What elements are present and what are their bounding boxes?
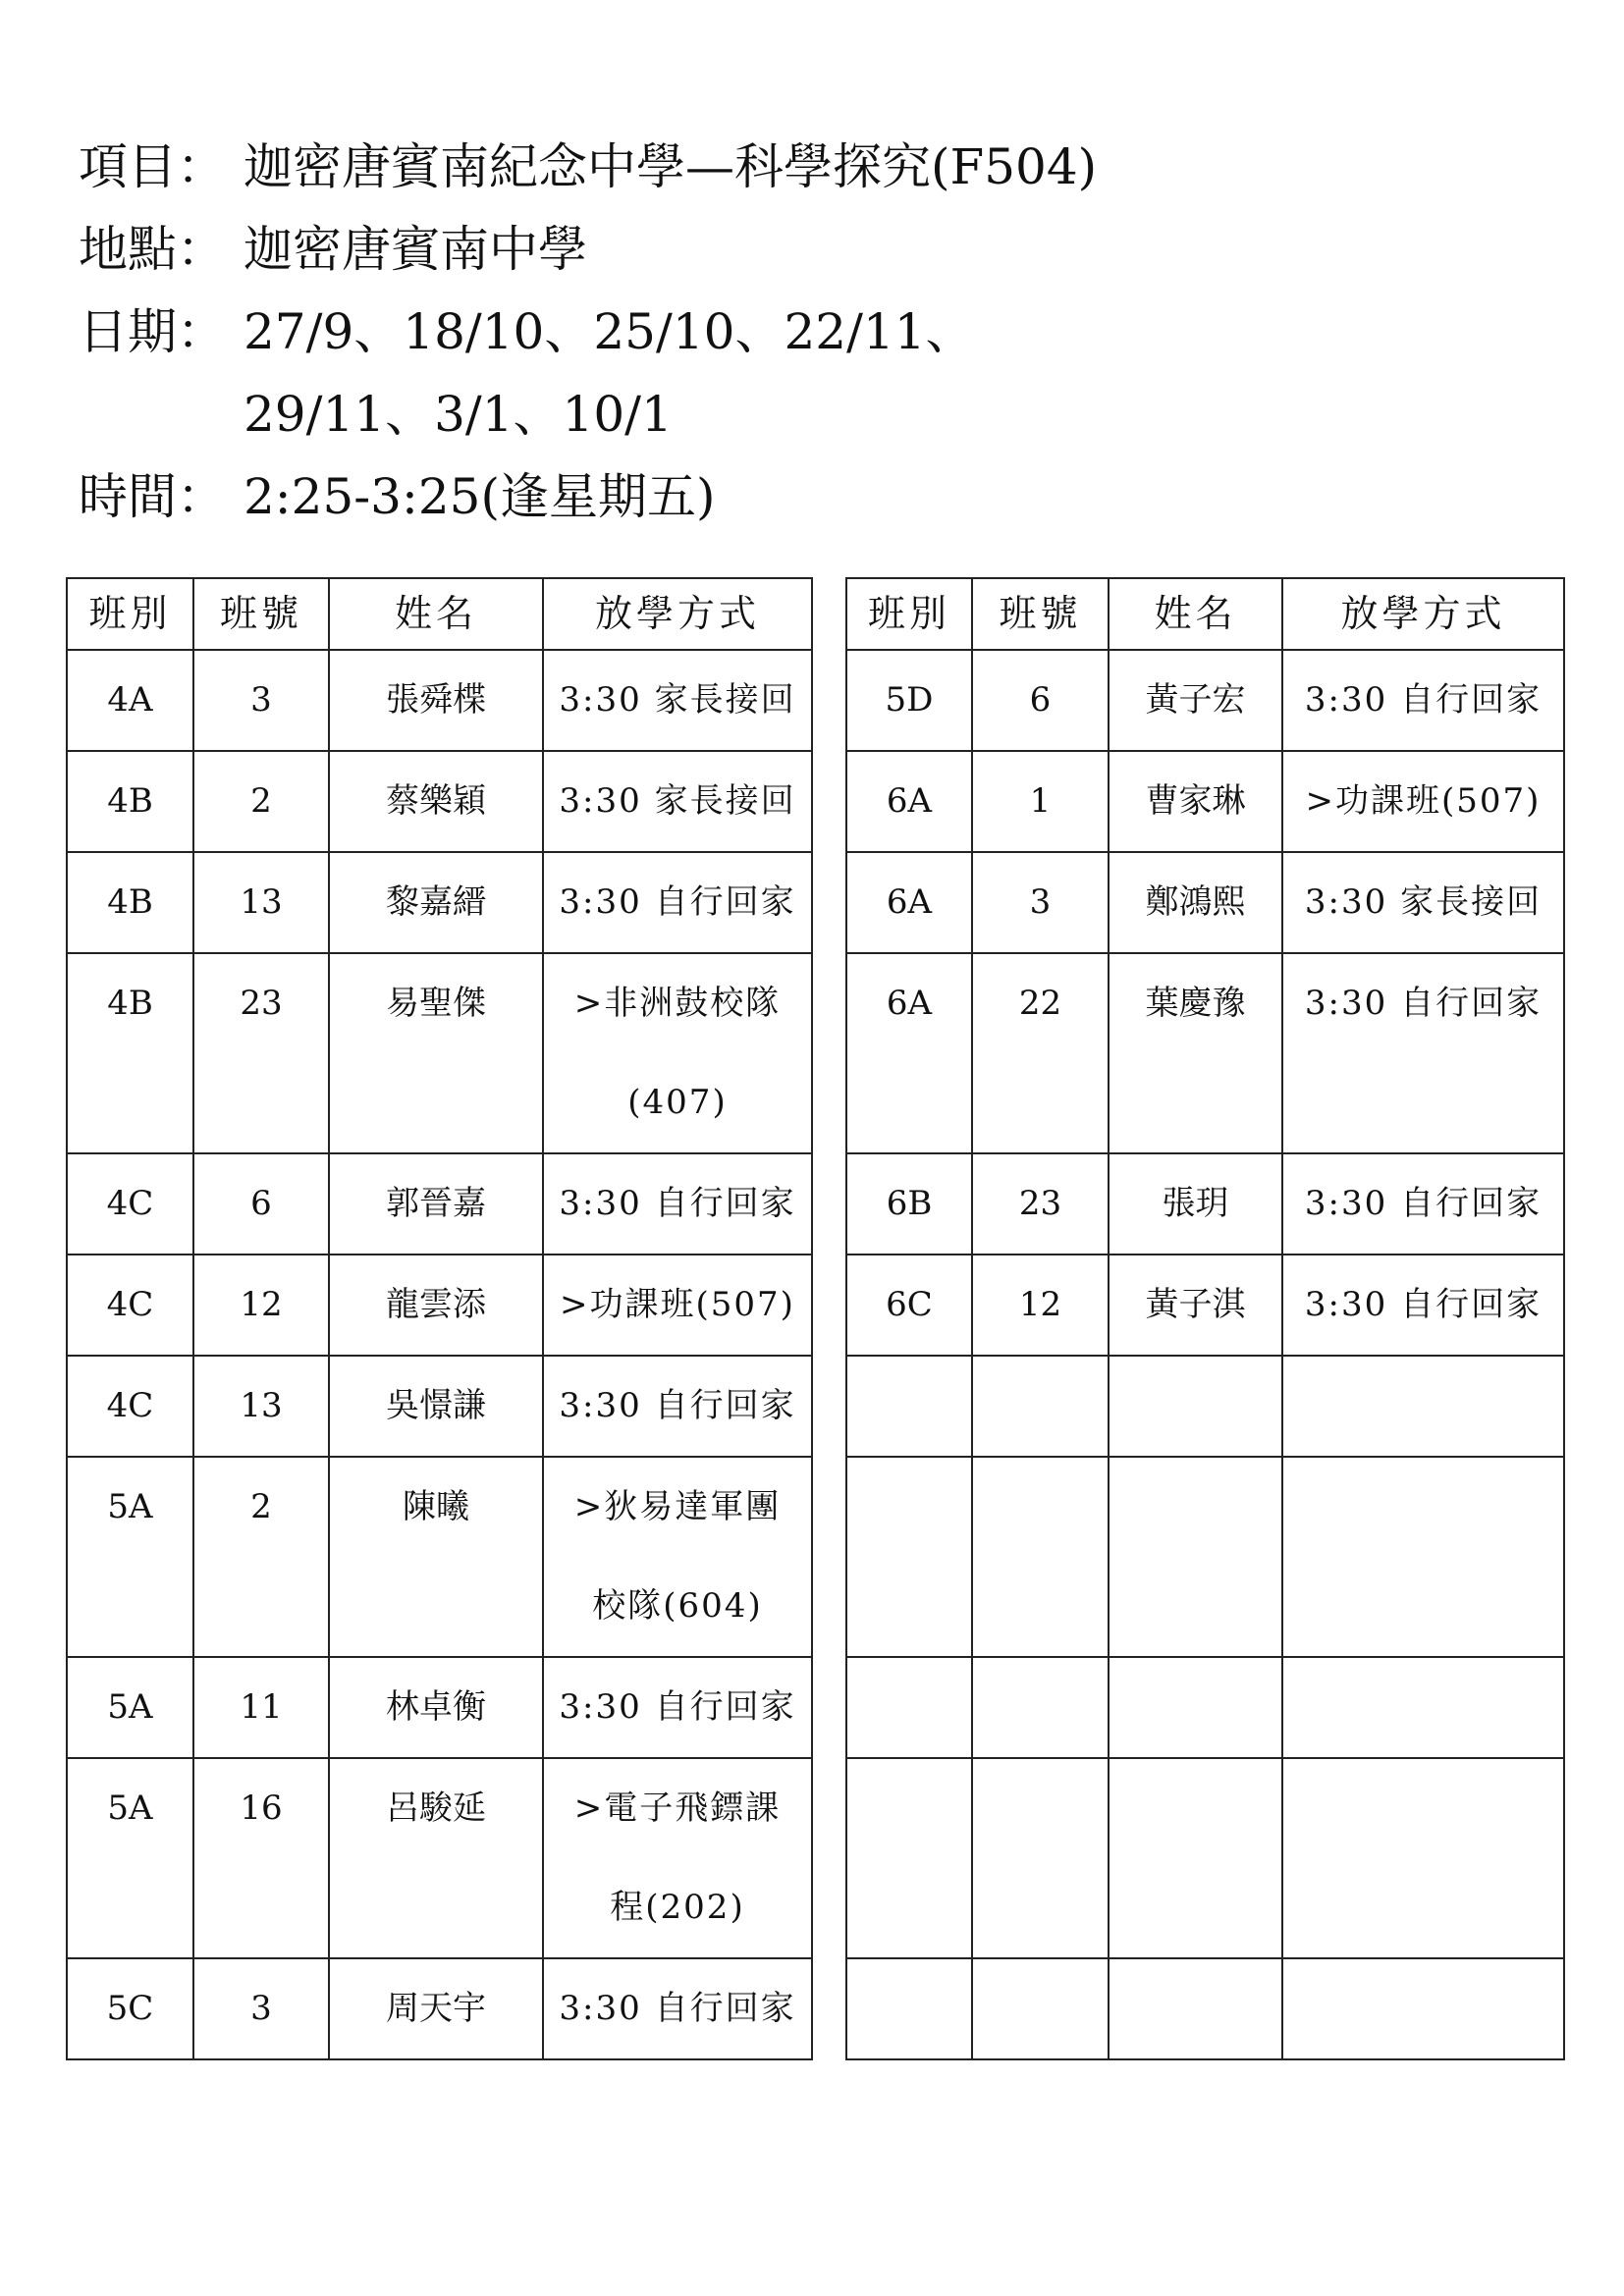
header-info <box>79 126 1097 538</box>
header-class: 班別 <box>846 578 972 650</box>
table-row <box>846 1153 1564 1255</box>
table-row <box>67 852 812 953</box>
number-cell: 3 <box>972 852 1109 953</box>
number-cell: 2 <box>193 1457 329 1657</box>
name-cell: 周天宇 <box>329 1958 543 2059</box>
dates-value-line2: 29/11、3/1、10/1 <box>244 386 673 443</box>
class-cell: 4B <box>67 953 193 1153</box>
project-value: 迦密唐賓南紀念中學—科學探究(F504) <box>244 138 1098 195</box>
class-cell: 5D <box>846 650 972 751</box>
class-cell: 5C <box>67 1958 193 2059</box>
number-cell: 6 <box>972 650 1109 751</box>
name-cell: 蔡樂穎 <box>329 751 543 852</box>
dates-value-line1: 27/9、18/10、25/10、22/11、 <box>244 303 975 360</box>
header-dismissal: 放學方式 <box>543 578 812 650</box>
header-dismissal: 放學方式 <box>1282 578 1564 650</box>
dismissal-cell: >功課班(507) <box>1282 751 1564 852</box>
dismissal-cell: 3:30 家長接回 <box>1282 852 1564 953</box>
class-cell: 4C <box>67 1356 193 1457</box>
table-header-row <box>846 578 1564 650</box>
name-cell: 張舜楪 <box>329 650 543 751</box>
dates-line <box>79 291 1097 373</box>
dismissal-cell: 3:30 自行回家 <box>543 1958 812 2059</box>
number-cell: 3 <box>193 650 329 751</box>
number-cell: 1 <box>972 751 1109 852</box>
number-cell: 13 <box>193 1356 329 1457</box>
location-label: 地點： <box>79 221 226 278</box>
table-row-empty <box>846 1958 1564 2059</box>
number-cell: 13 <box>193 852 329 953</box>
table-row <box>846 751 1564 852</box>
location-value: 迦密唐賓南中學 <box>244 221 587 278</box>
table-row <box>846 852 1564 953</box>
number-cell: 12 <box>193 1255 329 1356</box>
number-cell: 6 <box>193 1153 329 1255</box>
header-name: 姓名 <box>329 578 543 650</box>
name-cell: 黃子宏 <box>1109 650 1282 751</box>
time-line <box>79 455 1097 538</box>
class-cell: 5A <box>67 1457 193 1657</box>
dismissal-cell: >功課班(507) <box>543 1255 812 1356</box>
table-row-empty <box>846 1457 1564 1657</box>
table-row <box>67 751 812 852</box>
class-cell: 6C <box>846 1255 972 1356</box>
class-cell: 6A <box>846 953 972 1153</box>
name-cell: 陳曦 <box>329 1457 543 1657</box>
table-row-empty <box>846 1356 1564 1457</box>
dismissal-cell: >狄易達軍團校隊(604) <box>543 1457 812 1657</box>
table-row <box>846 650 1564 751</box>
header-number: 班號 <box>972 578 1109 650</box>
name-cell: 鄭鴻熙 <box>1109 852 1282 953</box>
class-cell: 4B <box>67 852 193 953</box>
dismissal-cell: 3:30 自行回家 <box>543 1356 812 1457</box>
table-row <box>67 1958 812 2059</box>
class-cell: 5A <box>67 1657 193 1758</box>
time-value: 2:25-3:25(逢星期五) <box>244 468 716 525</box>
table-row <box>67 1153 812 1255</box>
class-cell: 4A <box>67 650 193 751</box>
table-row <box>67 1255 812 1356</box>
class-cell: 4B <box>67 751 193 852</box>
class-cell: 6A <box>846 751 972 852</box>
name-cell: 吳憬謙 <box>329 1356 543 1457</box>
dismissal-cell: 3:30 自行回家 <box>1282 1153 1564 1255</box>
time-label: 時間： <box>79 468 226 525</box>
class-cell: 4C <box>67 1153 193 1255</box>
table-row <box>846 1255 1564 1356</box>
class-cell: 5A <box>67 1758 193 1958</box>
table-row <box>67 650 812 751</box>
dismissal-cell: 3:30 自行回家 <box>1282 953 1564 1153</box>
name-cell: 易聖傑 <box>329 953 543 1153</box>
student-table-right <box>845 577 1565 2060</box>
table-header-row <box>67 578 812 650</box>
class-cell: 6B <box>846 1153 972 1255</box>
number-cell: 23 <box>972 1153 1109 1255</box>
header-name: 姓名 <box>1109 578 1282 650</box>
table-row <box>67 1657 812 1758</box>
number-cell: 12 <box>972 1255 1109 1356</box>
table-row-empty <box>846 1758 1564 1958</box>
table-row <box>846 953 1564 1153</box>
dismissal-cell: 3:30 自行回家 <box>543 852 812 953</box>
name-cell: 龍雲添 <box>329 1255 543 1356</box>
dismissal-cell: 3:30 自行回家 <box>543 1657 812 1758</box>
header-class: 班別 <box>67 578 193 650</box>
dismissal-cell: 3:30 家長接回 <box>543 751 812 852</box>
number-cell: 22 <box>972 953 1109 1153</box>
number-cell: 16 <box>193 1758 329 1958</box>
number-cell: 2 <box>193 751 329 852</box>
table-row <box>67 1758 812 1958</box>
number-cell: 23 <box>193 953 329 1153</box>
name-cell: 林卓衡 <box>329 1657 543 1758</box>
table-row <box>67 953 812 1153</box>
name-cell: 張玥 <box>1109 1153 1282 1255</box>
dismissal-cell: >電子飛鏢課程(202) <box>543 1758 812 1958</box>
name-cell: 呂駿延 <box>329 1758 543 1958</box>
student-table-left <box>66 577 813 2060</box>
name-cell: 曹家琳 <box>1109 751 1282 852</box>
name-cell: 郭晉嘉 <box>329 1153 543 1255</box>
dismissal-cell: >非洲鼓校隊(407) <box>543 953 812 1153</box>
name-cell: 黎嘉縉 <box>329 852 543 953</box>
number-cell: 3 <box>193 1958 329 2059</box>
class-cell: 6A <box>846 852 972 953</box>
location-line <box>79 208 1097 291</box>
project-line <box>79 126 1097 208</box>
table-row <box>67 1457 812 1657</box>
number-cell: 11 <box>193 1657 329 1758</box>
table-row-empty <box>846 1657 1564 1758</box>
class-cell: 4C <box>67 1255 193 1356</box>
table-row <box>67 1356 812 1457</box>
dismissal-cell: 3:30 家長接回 <box>543 650 812 751</box>
dismissal-cell: 3:30 自行回家 <box>1282 1255 1564 1356</box>
project-label: 項目： <box>79 138 226 195</box>
name-cell: 黃子淇 <box>1109 1255 1282 1356</box>
dates-line-continued <box>79 373 1097 455</box>
dismissal-cell: 3:30 自行回家 <box>543 1153 812 1255</box>
name-cell: 葉慶豫 <box>1109 953 1282 1153</box>
dismissal-cell: 3:30 自行回家 <box>1282 650 1564 751</box>
header-number: 班號 <box>193 578 329 650</box>
dates-label: 日期： <box>79 303 226 360</box>
